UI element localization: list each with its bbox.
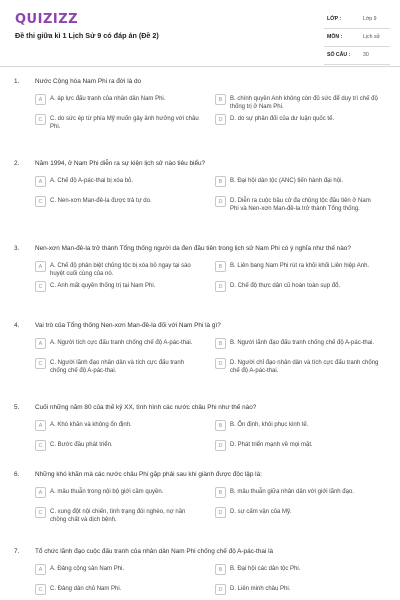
option-letter-box: D: [215, 281, 226, 292]
worksheet-header: [0, 0, 400, 67]
option-text: B. chính quyền Anh không còn đủ sức để duy trì chế độ thống trị ở Nam Phi.: [230, 96, 378, 111]
meta-value: Lớp 9: [363, 16, 377, 22]
question-number: 5.: [14, 404, 20, 411]
meta-row-class: [324, 14, 390, 29]
meta-label: MÔN :: [327, 34, 343, 40]
question-number: 7.: [14, 548, 20, 555]
question-number: 3.: [14, 245, 20, 252]
worksheet-title: Đề thi giữa kì 1 Lịch Sử 9 có đáp án (Đề 2): [15, 31, 159, 40]
option-letter-box: C: [35, 281, 46, 292]
question-text: Những khó khăn mà các nước châu Phi gặp phải sau khi giành được độc lập là:: [35, 471, 262, 478]
meta-box: [324, 14, 390, 68]
option-text: D. Diễn ra cuộc bầu cử đa chủng tộc đầu tiên ở Nam Phi và Nen-xơn Man-đê-la trở thành Tổng thống.: [230, 198, 371, 213]
question-text: Vai trò của Tổng thống Nen-xơn Man-đê-la đối với Nam Phi là gì?: [35, 322, 221, 329]
option-letter-box: C: [35, 440, 46, 451]
meta-value: Lịch sử: [363, 34, 381, 40]
question-text: Nước Cộng hòa Nam Phi ra đời là do: [35, 78, 142, 85]
option-text: B. mâu thuẫn giữa nhân dân với giới lãnh đạo.: [230, 489, 354, 495]
option-letter-box: B: [215, 564, 226, 575]
option-text: C. Bước đầu phát triển.: [50, 442, 113, 448]
option-letter-box: D: [215, 114, 226, 125]
option-letter-box: A: [35, 94, 46, 105]
option-text: C. Người lãnh đạo nhân dân và tích cực đấu tranh chống chế độ A-pác-thai.: [50, 360, 185, 375]
option-letter-box: B: [215, 94, 226, 105]
meta-label: SỐ CÂU :: [327, 52, 351, 58]
option-text: D. Phát triển mạnh về mọi mặt.: [230, 442, 313, 448]
option-text: A. Người tích cực đấu tranh chống chế độ A-pác-thai.: [50, 340, 193, 346]
option-text: C. Anh mất quyền thống trị tại Nam Phi.: [50, 283, 156, 289]
option-text: B. Liên bang Nam Phi rút ra khỏi khối Liên hiệp Anh.: [230, 263, 370, 269]
option-letter-box: B: [215, 338, 226, 349]
option-text: D. Liên minh châu Phi.: [230, 586, 291, 592]
option-text: A. mâu thuẫn trong nội bộ giới cầm quyền.: [50, 489, 164, 495]
option-letter-box: B: [215, 176, 226, 187]
option-text: C. do sức ép từ phía Mỹ muốn gây ảnh hưởng với châu Phi.: [50, 116, 199, 131]
option-letter-box: D: [215, 584, 226, 595]
meta-label: LỚP :: [327, 16, 342, 22]
option-text: C. xung đột nội chiến, tình trạng đói nghèo, nợ nần chồng chất và dịch bệnh.: [50, 509, 186, 524]
option-letter-box: C: [35, 584, 46, 595]
question-text: Tổ chức lãnh đạo cuộc đấu tranh của nhân dân Nam Phi chống chế độ A-pác-thai là: [35, 548, 274, 555]
option-letter-box: B: [215, 420, 226, 431]
meta-value: 30: [363, 52, 369, 58]
option-text: D. Chế độ thực dân cũ hoàn toàn sụp đổ.: [230, 283, 341, 289]
option-letter-box: A: [35, 420, 46, 431]
option-text: A. áp lực đấu tranh của nhân dân Nam Phi.: [50, 96, 166, 102]
option-letter-box: A: [35, 261, 46, 272]
meta-row-subject: [324, 32, 390, 47]
question-text: Năm 1994, ở Nam Phi diễn ra sự kiện lịch sử nào tiêu biểu?: [35, 160, 206, 167]
option-text: A. Đảng cộng sản Nam Phi.: [50, 566, 125, 572]
option-letter-box: D: [215, 440, 226, 451]
option-text: A. Khó khăn và không ổn định.: [50, 422, 132, 428]
question-number: 2.: [14, 160, 20, 167]
option-text: C. Nen-xơn Man-đê-la được trả tự do.: [50, 198, 152, 204]
quizizz-logo: QUIZIZZ: [15, 12, 79, 27]
option-text: A. Chế độ A-pác-thai bị xóa bỏ.: [50, 178, 134, 184]
option-text: C. Đảng dân chủ Nam Phi.: [50, 586, 122, 592]
option-text: D. do sự phản đối của dư luận quốc tế.: [230, 116, 335, 122]
question-text: Cuối những năm 80 của thế kỷ XX, tình hình các nước châu Phi như thế nào?: [35, 404, 257, 411]
option-letter-box: A: [35, 487, 46, 498]
option-letter-box: D: [215, 507, 226, 518]
question-number: 4.: [14, 322, 20, 329]
option-letter-box: D: [215, 358, 226, 369]
option-letter-box: C: [35, 507, 46, 518]
option-letter-box: D: [215, 196, 226, 207]
option-text: B. Đại hội các dân tộc Phi.: [230, 566, 301, 572]
option-text: A. Chế độ phân biệt chủng tộc bị xóa bỏ ngay tại sào huyệt cuối cùng của nó.: [50, 263, 191, 278]
option-letter-box: B: [215, 261, 226, 272]
option-text: D. Người chỉ đạo nhân dân và tích cực đấu tranh chống chế độ A-pác-thai.: [230, 360, 379, 375]
question-number: 6.: [14, 471, 20, 478]
option-letter-box: A: [35, 338, 46, 349]
option-letter-box: A: [35, 176, 46, 187]
meta-row-count: [324, 50, 390, 65]
option-text: B. Người lãnh đạo đấu tranh chống chế độ A-pác-thai.: [230, 340, 375, 346]
option-text: B. Ổn định, khôi phục kinh tế.: [230, 422, 309, 428]
option-letter-box: A: [35, 564, 46, 575]
option-text: B. Đại hội dân tộc (ANC) tiến hành đại hội.: [230, 178, 344, 184]
question-number: 1.: [14, 78, 20, 85]
option-letter-box: C: [35, 358, 46, 369]
option-letter-box: C: [35, 114, 46, 125]
option-text: D. sự cấm vận của Mỹ.: [230, 509, 292, 515]
question-text: Nen-xơn Man-đê-la trở thành Tổng thống người da đen đầu tiên trong lịch sử Nam Phi có ý nghĩa như thế nào?: [35, 245, 351, 252]
option-letter-box: B: [215, 487, 226, 498]
option-letter-box: C: [35, 196, 46, 207]
